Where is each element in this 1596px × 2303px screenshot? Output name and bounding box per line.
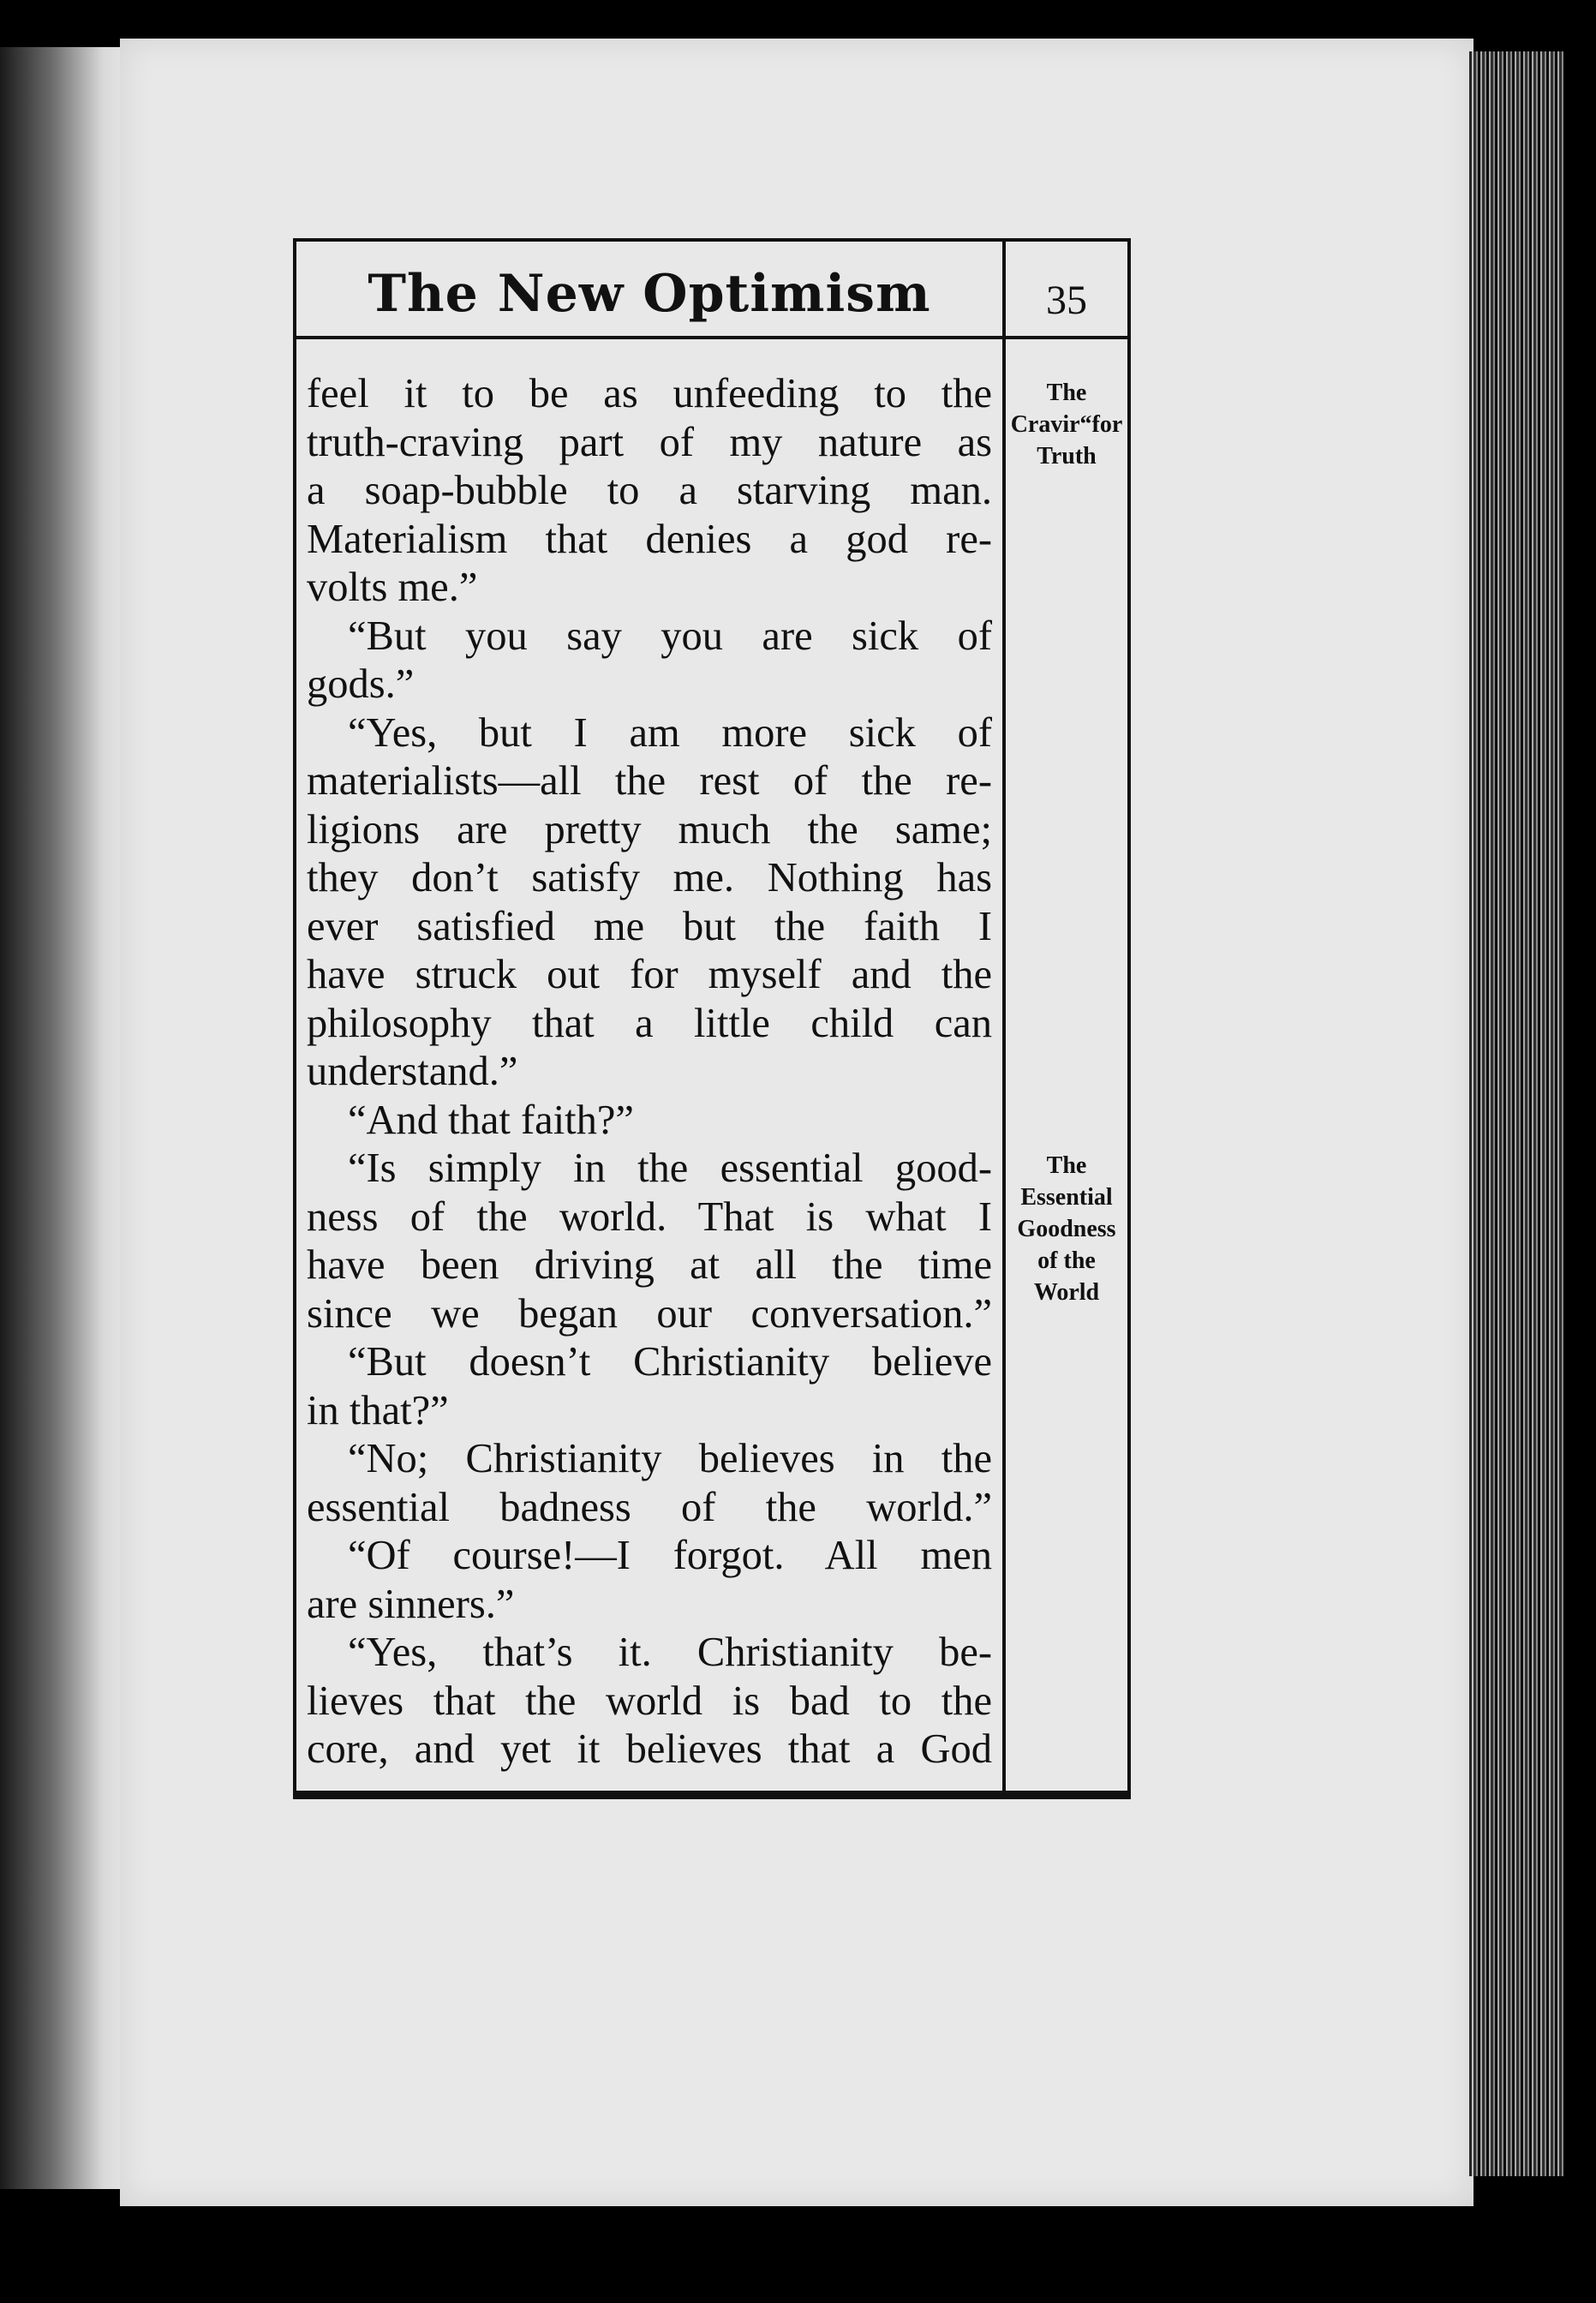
body-line: “But doesn’t Christianity believe — [348, 1339, 992, 1385]
body-line: “Of course!—I forgot. All men — [348, 1533, 992, 1578]
side-note-line: Truth — [1037, 443, 1097, 470]
body-line: Materialism that denies a god re- — [307, 516, 992, 562]
body-line: “Yes, but I am more sick of — [348, 709, 992, 756]
body-line: since we began our conversation.” — [307, 1290, 992, 1337]
text-frame — [293, 238, 1131, 1794]
body-line: ever satisfied me but the faith I — [307, 903, 992, 949]
body-line: truth-craving part of my nature as — [307, 419, 992, 465]
body-line: “But you say you are sick of — [348, 613, 992, 659]
body-line: ness of the world. That is what I — [307, 1193, 992, 1240]
body-line: essential badness of the world.” — [307, 1484, 992, 1530]
body-line: feel it to be as unfeeding to the — [307, 371, 992, 416]
frame-bottom-rule — [293, 1794, 1131, 1799]
body-line: core, and yet it believes that a God — [307, 1726, 992, 1772]
body-line: lieves that the world is bad to the — [307, 1678, 992, 1724]
page-stack-edge — [1469, 51, 1563, 2176]
body-line: philosophy that a little child can — [307, 1000, 992, 1046]
side-note-line: Goodness — [1017, 1216, 1116, 1242]
margin-column-rule — [1002, 242, 1006, 1791]
page-number: 35 — [1046, 277, 1087, 323]
body-line: have struck out for myself and the — [307, 952, 992, 997]
facing-page-edge — [0, 47, 129, 2189]
side-note-line: The — [1046, 380, 1087, 406]
side-note-line: Essential — [1020, 1184, 1113, 1211]
side-note-line: Cravir“for — [1010, 411, 1123, 438]
running-title: The New Optimism — [368, 264, 931, 324]
body-line: materialists—all the rest of the re- — [307, 758, 992, 804]
body-line: have been driving at all the time — [307, 1242, 992, 1288]
body-line: understand.” — [307, 1049, 518, 1094]
body-line: volts me.” — [307, 565, 478, 610]
body-line: they don’t satisfy me. Nothing has — [307, 855, 992, 900]
body-line: a soap-bubble to a starving man. — [307, 468, 992, 513]
body-line: ligions are pretty much the same; — [307, 806, 992, 852]
body-line: in that?” — [307, 1387, 449, 1433]
body-text — [307, 370, 992, 1774]
body-line: “Yes, that’s it. Christianity be- — [348, 1630, 992, 1675]
body-line: “No; Christianity believes in the — [348, 1436, 992, 1481]
side-note-craving-for-truth — [1006, 377, 1127, 472]
body-line: gods.” — [307, 661, 415, 707]
side-note-line: The — [1046, 1152, 1087, 1179]
body-line: “And that faith?” — [348, 1097, 634, 1143]
side-note-line: of the — [1037, 1247, 1096, 1274]
body-line: “Is simply in the essential good- — [348, 1146, 992, 1191]
side-note-essential-goodness — [1006, 1150, 1127, 1308]
body-line: are sinners.” — [307, 1581, 515, 1627]
side-note-line: World — [1033, 1279, 1100, 1306]
